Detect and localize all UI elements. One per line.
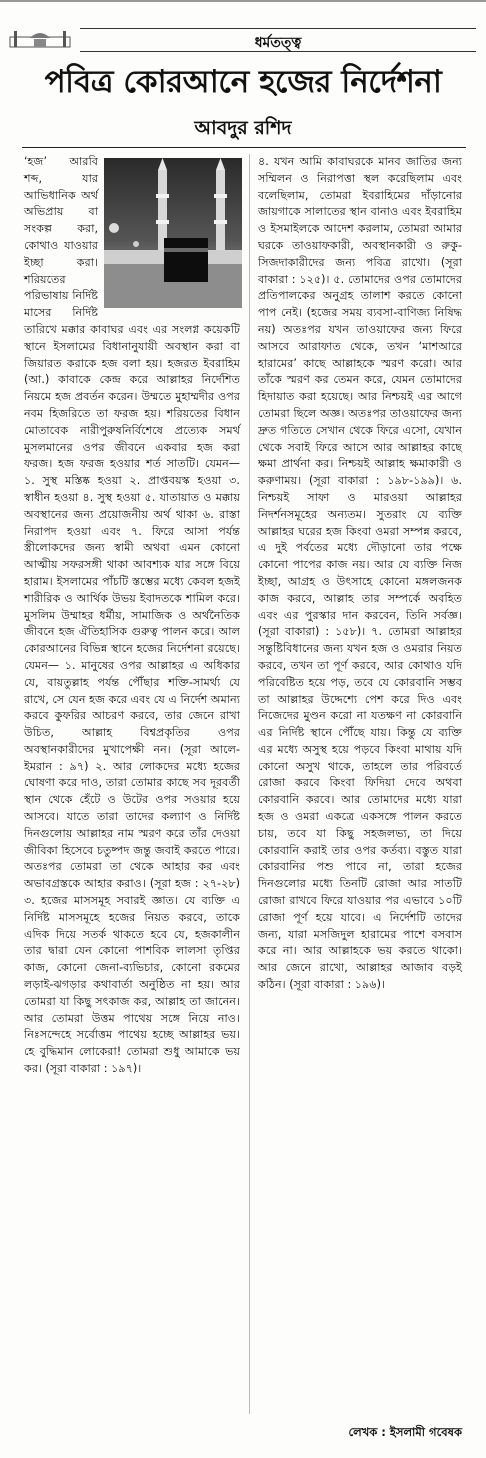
section-logo (6, 26, 74, 50)
kaaba-photo-left (104, 158, 242, 308)
author-note: লেখক : ইসলামী গবেষক (348, 1425, 462, 1439)
article-byline: আবদুর রশিদ (194, 117, 292, 139)
article-text-left: ‘হজ’ আরবি শব্দ, যার আভিধানিক অর্থ অভিপ্রায় বা সংকল্প করা, কোথাও যাওয়ার ইচ্ছা করা। শরিয়তের পরিভাষায় নির্দিষ্ট মাসের নির্দিষ্ট তারিখে মক্কার কাবাঘর এবং এর সংলগ্ন কয়েকটি স্থানে ইসলামের বিধানানুযায়ী অবস্থান করা বা জিয়ারত করাকে হজ বলা হয়। হজরত ইবরাহিম (আ.) কাবাকে কেন্দ্র করে আল্লাহর নির্দেশিত নিয়মে হজ প্রবর্তন করেন। উম্মতে মুহাম্মদীর ওপর নবম হিজরিতে তা ফরজ হয়। শরিয়তের বিধান মোতাবেক নারীপুরুষনির্বিশেষে প্রত্যেক সমর্থ মুসলমানের ওপর জীবনে একবার হজ করা ফরজ। হজ ফরজ হওয়ার শর্ত সাতটি। যেমন— ১. সুস্থ মস্তিষ্ক হওয়া ২. প্রাপ্তবয়স্ক হওয়া ৩. স্বাধীন হওয়া ৪. সুস্থ হওয়া ৫. যাতায়াত ও মক্কায় অবস্থানের জন্য প্রয়োজনীয় অর্থ থাকা ৬. রাস্তা নিরাপদ হওয়া এবং ৭. ফিরে আসা পর্যন্ত স্ত্রীলোকদের জন্য স্বামী অথবা এমন কোনো আত্মীয় সফরসঙ্গী থাকা আবশ্যক যার সঙ্গে বিয়ে হারাম। ইসলামের পাঁচটি স্তম্ভের মধ্যে কেবল হজই শারীরিক ও আর্থিক উভয় ইবাদতকে শামিল করে। মুসলিম উম্মাহর ধর্মীয়, সামাজিক ও অর্থনৈতিক জীবনে হজ ঐতিহাসিক গুরুত্ব পালন করে। আল কোরআনের বিভিন্ন স্থানে হজের নির্দেশনা রয়েছে। যেমন— ১. মানুষের ওপর আল্লাহর এ অধিকার যে, বায়তুল্লাহ পর্যন্ত পৌঁছার শক্তি-সামর্থ্য যে রাখে, সে যেন হজ করে এবং যে এ নির্দেশ অমান্য করবে কুফরির আচরণ করবে, তার জেনে রাখা উচিত, আল্লাহ বিশ্বপ্রকৃতির ওপর অবস্থানকারীদের মুখাপেক্ষী নন। (সূরা আলে-ইমরান : ৯৭) ২. আর লোকদের মধ্যে হজের ঘোষণা করে দাও, তারা তোমার কাছে সব দূরবর্তী স্থান থেকে হেঁটে ও উটের ওপর সওয়ার হয়ে আসবে। যাতে তারা তাদের কল্যাণ ও নির্দিষ্ট দিনগুলোয় আল্লাহর নাম স্মরণ করে তাঁর দেওয়া জীবিকা হিসেবে চতুষ্পদ জন্তু জবাই করতে পারে। অতঃপর তোমরা তা থেকে আহার কর এবং অভাবগ্রস্তকে আহার করাও। (সূরা হজ : ২৭-২৮) ৩. হজের মাসসমূহ সবারই জ্ঞাত। যে ব্যক্তি এ নির্দিষ্ট মাসসমূহে হজের নিয়ত করবে, তাকে এদিক দিয়ে সতর্ক থাকতে হবে যে, হজকালীন তার দ্বারা যেন কোনো পাশবিক লালসা তৃপ্তির কাজ, কোনো জেনা-ব্যভিচার, কোনো রকমের লড়াই-ঝগড়ার কথাবার্তা অনুষ্ঠিত না হয়। আর তোমরা যা কিছু সৎকাজ কর, আল্লাহ তা জানেন। আর তোমরা উত্তম পাথেয় সঙ্গে নিয়ে নাও। নিঃসন্দেহে সর্বোত্তম পাথেয় হচ্ছে আল্লাহর ভয়। হে বুদ্ধিমান লোকেরা! তোমরা শুধু আমাকে ভয় কর। (সূরা বাকারা : ১৯৭)। (24, 155, 240, 1076)
column-divider (249, 154, 250, 1414)
article-column-left (24, 154, 240, 1078)
section-header (80, 28, 476, 52)
article-title: পবিত্র কোরআনে হজের নির্দেশনা (44, 64, 442, 100)
top-border (0, 0, 486, 2)
section-kicker: ধর্মতত্ত্ব (254, 35, 302, 51)
article-column-right (258, 154, 462, 994)
article-text-right: ৪. যখন আমি কাবাঘরকে মানব জাতির জন্য সম্মিলন ও নিরাপত্তা স্থল করেছিলাম এবং বলেছিলাম, তোমরা ইবরাহিমের দাঁড়ানোর জায়গাকে সালাতের স্থান বানাও এবং ইবরাহিম ও ইসমাইলকে আদেশ করলাম, তোমরা আমার ঘরকে তাওয়াফকারী, অবস্থানকারী ও রুকু-সিজদাকারীদের জন্য পবিত্র রাখো। (সূরা বাকারা : ১২৫)। ৫. তোমাদের ওপর তোমাদের প্রতিপালকের অনুগ্রহ তালাশ করতে কোনো পাপ নেই। (হজের সময় ব্যবসা-বাণিজ্য নিষিদ্ধ নয়) অতঃপর যখন তাওয়াফের জন্য ফিরে আসবে আরাফাত থেকে, তখন ‘মাশআরে হারামের’ কাছে আল্লাহকে স্মরণ করো। আর তাঁকে স্মরণ কর তেমন করে, যেমন তোমাদের হিদায়াত করা হয়েছে। আর নিশ্চয়ই এর আগে তোমরা ছিলে অজ্ঞ। অতঃপর তাওয়াফের জন্য দ্রুত গতিতে সেখান থেকে ফিরে এসো, যেখান থেকে সবাই ফিরে আসে আর আল্লাহর কাছে ক্ষমা প্রার্থনা কর। নিশ্চয়ই আল্লাহ ক্ষমাকারী ও করুণাময়। (সূরা বাকারা : ১৯৮-১৯৯)। ৬. নিশ্চয়ই সাফা ও মারওয়া আল্লাহর নিদর্শনসমূহের অন্যতম। সুতরাং যে ব্যক্তি আল্লাহর ঘরের হজ কিংবা ওমরা সম্পন্ন করবে, এ দুই পর্বতের মধ্যে দৌড়ানো তার পক্ষে কোনো পাপের কাজ নয়। আর যে ব্যক্তি নিজ ইচ্ছা, আগ্রহ ও উৎসাহে কোনো মঙ্গলজনক কাজ করবে, আল্লাহ তার সম্পর্কে অবহিত এবং এর পুরস্কার দান করবেন, তিনি সর্বজ্ঞ। (সূরা বাকারা) : ১৫৮)। ৭. তোমরা আল্লাহর সন্তুষ্টিবিধানের জন্য যখন হজ ও ওমরার নিয়ত করবে, তখন তা পূর্ণ করবে, আর কোথাও যদি পরিবেষ্টিত হয়ে পড়, তবে যে কোরবানি সম্ভব তা আল্লাহর উদ্দেশ্যে পেশ করে দিও এবং নিজেদের মুণ্ডন করো না যতক্ষণ না কোরবানি এর নির্দিষ্ট স্থানে পৌঁছে যায়। কিন্তু যে ব্যক্তি এর মধ্যে অসুস্থ হয়ে পড়বে কিংবা মাথায় যদি কোনো অসুখ থাকে, তাহলে তার পরিবর্তে রোজা করবে কিংবা ফিদিয়া দেবে অথবা কোরবানি করবে। আর তোমাদের মধ্যে যারা হজ ও ওমরা একত্রে একসঙ্গে পালন করতে চায়, তবে যা কিছু সহজলভ্য, তা দিয়ে কোরবানি করাই তার ওপর কর্তব্য। বস্তুত যারা কোরবানির পশু পাবে না, তারা হজের দিনগুলোর মধ্যে তিনটি রোজা আর সাতটি রোজা রাখবে ফিরে যাওয়ার পর এভাবে ১০টি রোজা পূর্ণ হয়ে যাবে। এ নির্দেশটি তাদের জন্য, যারা মসজিদুল হারামের পাশে বসবাস করে না। আর আল্লাহকে ভয় করতে থাকো। আর জেনে রাখো, আল্লাহর আজাব বড়ই কঠিন। (সূরা বাকারা : ১৯৬)। (258, 155, 462, 992)
title-rule (22, 147, 466, 148)
